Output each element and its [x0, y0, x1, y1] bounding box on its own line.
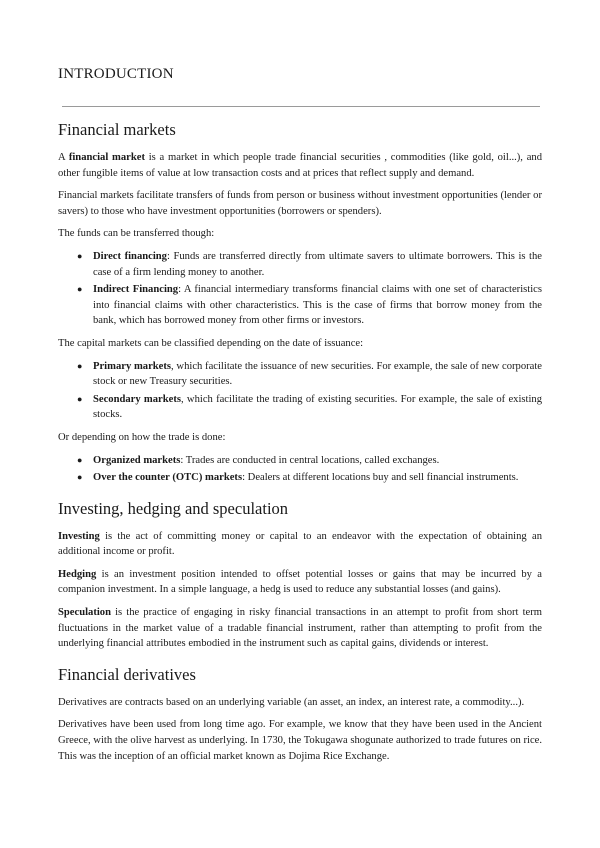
term-investing: Investing: [58, 530, 100, 542]
paragraph-hedging: [58, 567, 542, 598]
paragraph-financial-market-definition: [58, 150, 542, 181]
paragraph-transfers: Financial markets facilitate transfers of funds from person or business without investment opportunities (lender or savers) to those who have investment opportunities (borrowers or spenders).: [58, 190, 542, 217]
text-span: is the practice of engaging in risky financial transactions in an attempt to profit from short term fluctuations in the market value of a tradable financial instrument, rather than attempting to profit from the underlying financial attributes embodied in the instrument such as capital gains, dividends or interest.: [58, 607, 542, 650]
bullet-icon: ●: [77, 454, 83, 465]
section-heading-investing: Investing, hedging and speculation: [58, 498, 289, 518]
list-item: [77, 359, 542, 390]
bullet-icon: ●: [77, 393, 83, 404]
list-transfer-types: [58, 249, 542, 329]
section-financial-markets: [58, 120, 542, 486]
term: Over the counter (OTC) markets: [93, 472, 243, 484]
list-item: [77, 282, 542, 329]
bullet-icon: ●: [77, 472, 83, 483]
page-title: INTRODUCTION: [58, 66, 174, 82]
title-divider: [62, 106, 540, 107]
paragraph-transfer-intro: The funds can be transferred though:: [58, 228, 215, 240]
term: Organized markets: [93, 454, 181, 466]
text-span: A: [58, 152, 69, 163]
list-trade-types: [58, 453, 542, 486]
text-span: : Dealers at different locations buy and sell financial instruments.: [242, 472, 519, 484]
text-span: is the act of committing money or capital to an endeavor with the expectation of obtaining an additional income or profit.: [58, 530, 542, 558]
term: Indirect Financing: [93, 284, 179, 296]
section-derivatives: [58, 665, 542, 764]
paragraph-speculation: [58, 605, 542, 652]
bullet-icon: ●: [77, 284, 83, 295]
text-span: , which facilitate the trading of existing securities. For example, the sale of existing stocks.: [93, 393, 543, 421]
term-speculation: Speculation: [58, 607, 111, 619]
bullet-icon: ●: [77, 250, 83, 261]
text-span: : Funds are transferred directly from ultimate savers to ultimate borrowers. This is the case of a firm lending money to another.: [93, 250, 542, 278]
text-span: : A financial intermediary transforms financial claims with one set of characteristics into financial claims with other characteristics. This is the case of firms that borrow money from the bank, which has borrowed money from other firms or investors.: [93, 284, 542, 327]
paragraph-derivatives-history: Derivatives have been used from long time ago. For example, we know that they have been used in the Ancient Greece, with the olive harvest as underlying. In 1730, the Tokugawa shogunate authorized to trade futures on rice. This was the inception of an official market known as Dojima Rice Exchange.: [58, 719, 542, 762]
text-span: , which facilitate the issuance of new securities. For example, the sale of new corporate stock or new Treasury securities.: [93, 360, 542, 388]
section-heading-financial-markets: Financial markets: [58, 120, 176, 139]
section-heading-derivatives: Financial derivatives: [58, 664, 196, 684]
term: Secondary markets: [93, 393, 182, 405]
term-financial-market: financial market: [68, 152, 145, 163]
list-item: [77, 470, 542, 486]
document-body: [58, 120, 542, 771]
bullet-icon: ●: [77, 360, 83, 371]
list-item: [77, 453, 542, 469]
list-issuance-types: [58, 359, 542, 423]
text-span: : Trades are conducted in central locations, called exchanges.: [180, 454, 440, 466]
paragraph-derivatives-definition: Derivatives are contracts based on an underlying variable (an asset, an index, an interest rate, a commodity...).: [58, 696, 525, 708]
term-hedging: Hedging: [58, 568, 97, 580]
term: Primary markets: [93, 360, 172, 372]
text-span: is an investment position intended to offset potential losses or gains that may be incurred by a companion investment. In a simple language, a hedg is used to reduce any substantial losses (and gains).: [58, 568, 542, 596]
paragraph-issuance-intro: The capital markets can be classified depending on the date of issuance:: [58, 337, 364, 349]
paragraph-trade-intro: Or depending on how the trade is done:: [58, 431, 226, 443]
section-investing: [58, 499, 542, 652]
term: Direct financing: [93, 250, 167, 262]
paragraph-investing: [58, 529, 542, 560]
text-span: is a market in which people trade financial securities , commodities (like gold, oil...), and other fungible items of value at low transaction costs and at prices that reflect supply and demand.: [58, 152, 542, 179]
list-item: [77, 249, 542, 280]
list-item: [77, 392, 543, 423]
